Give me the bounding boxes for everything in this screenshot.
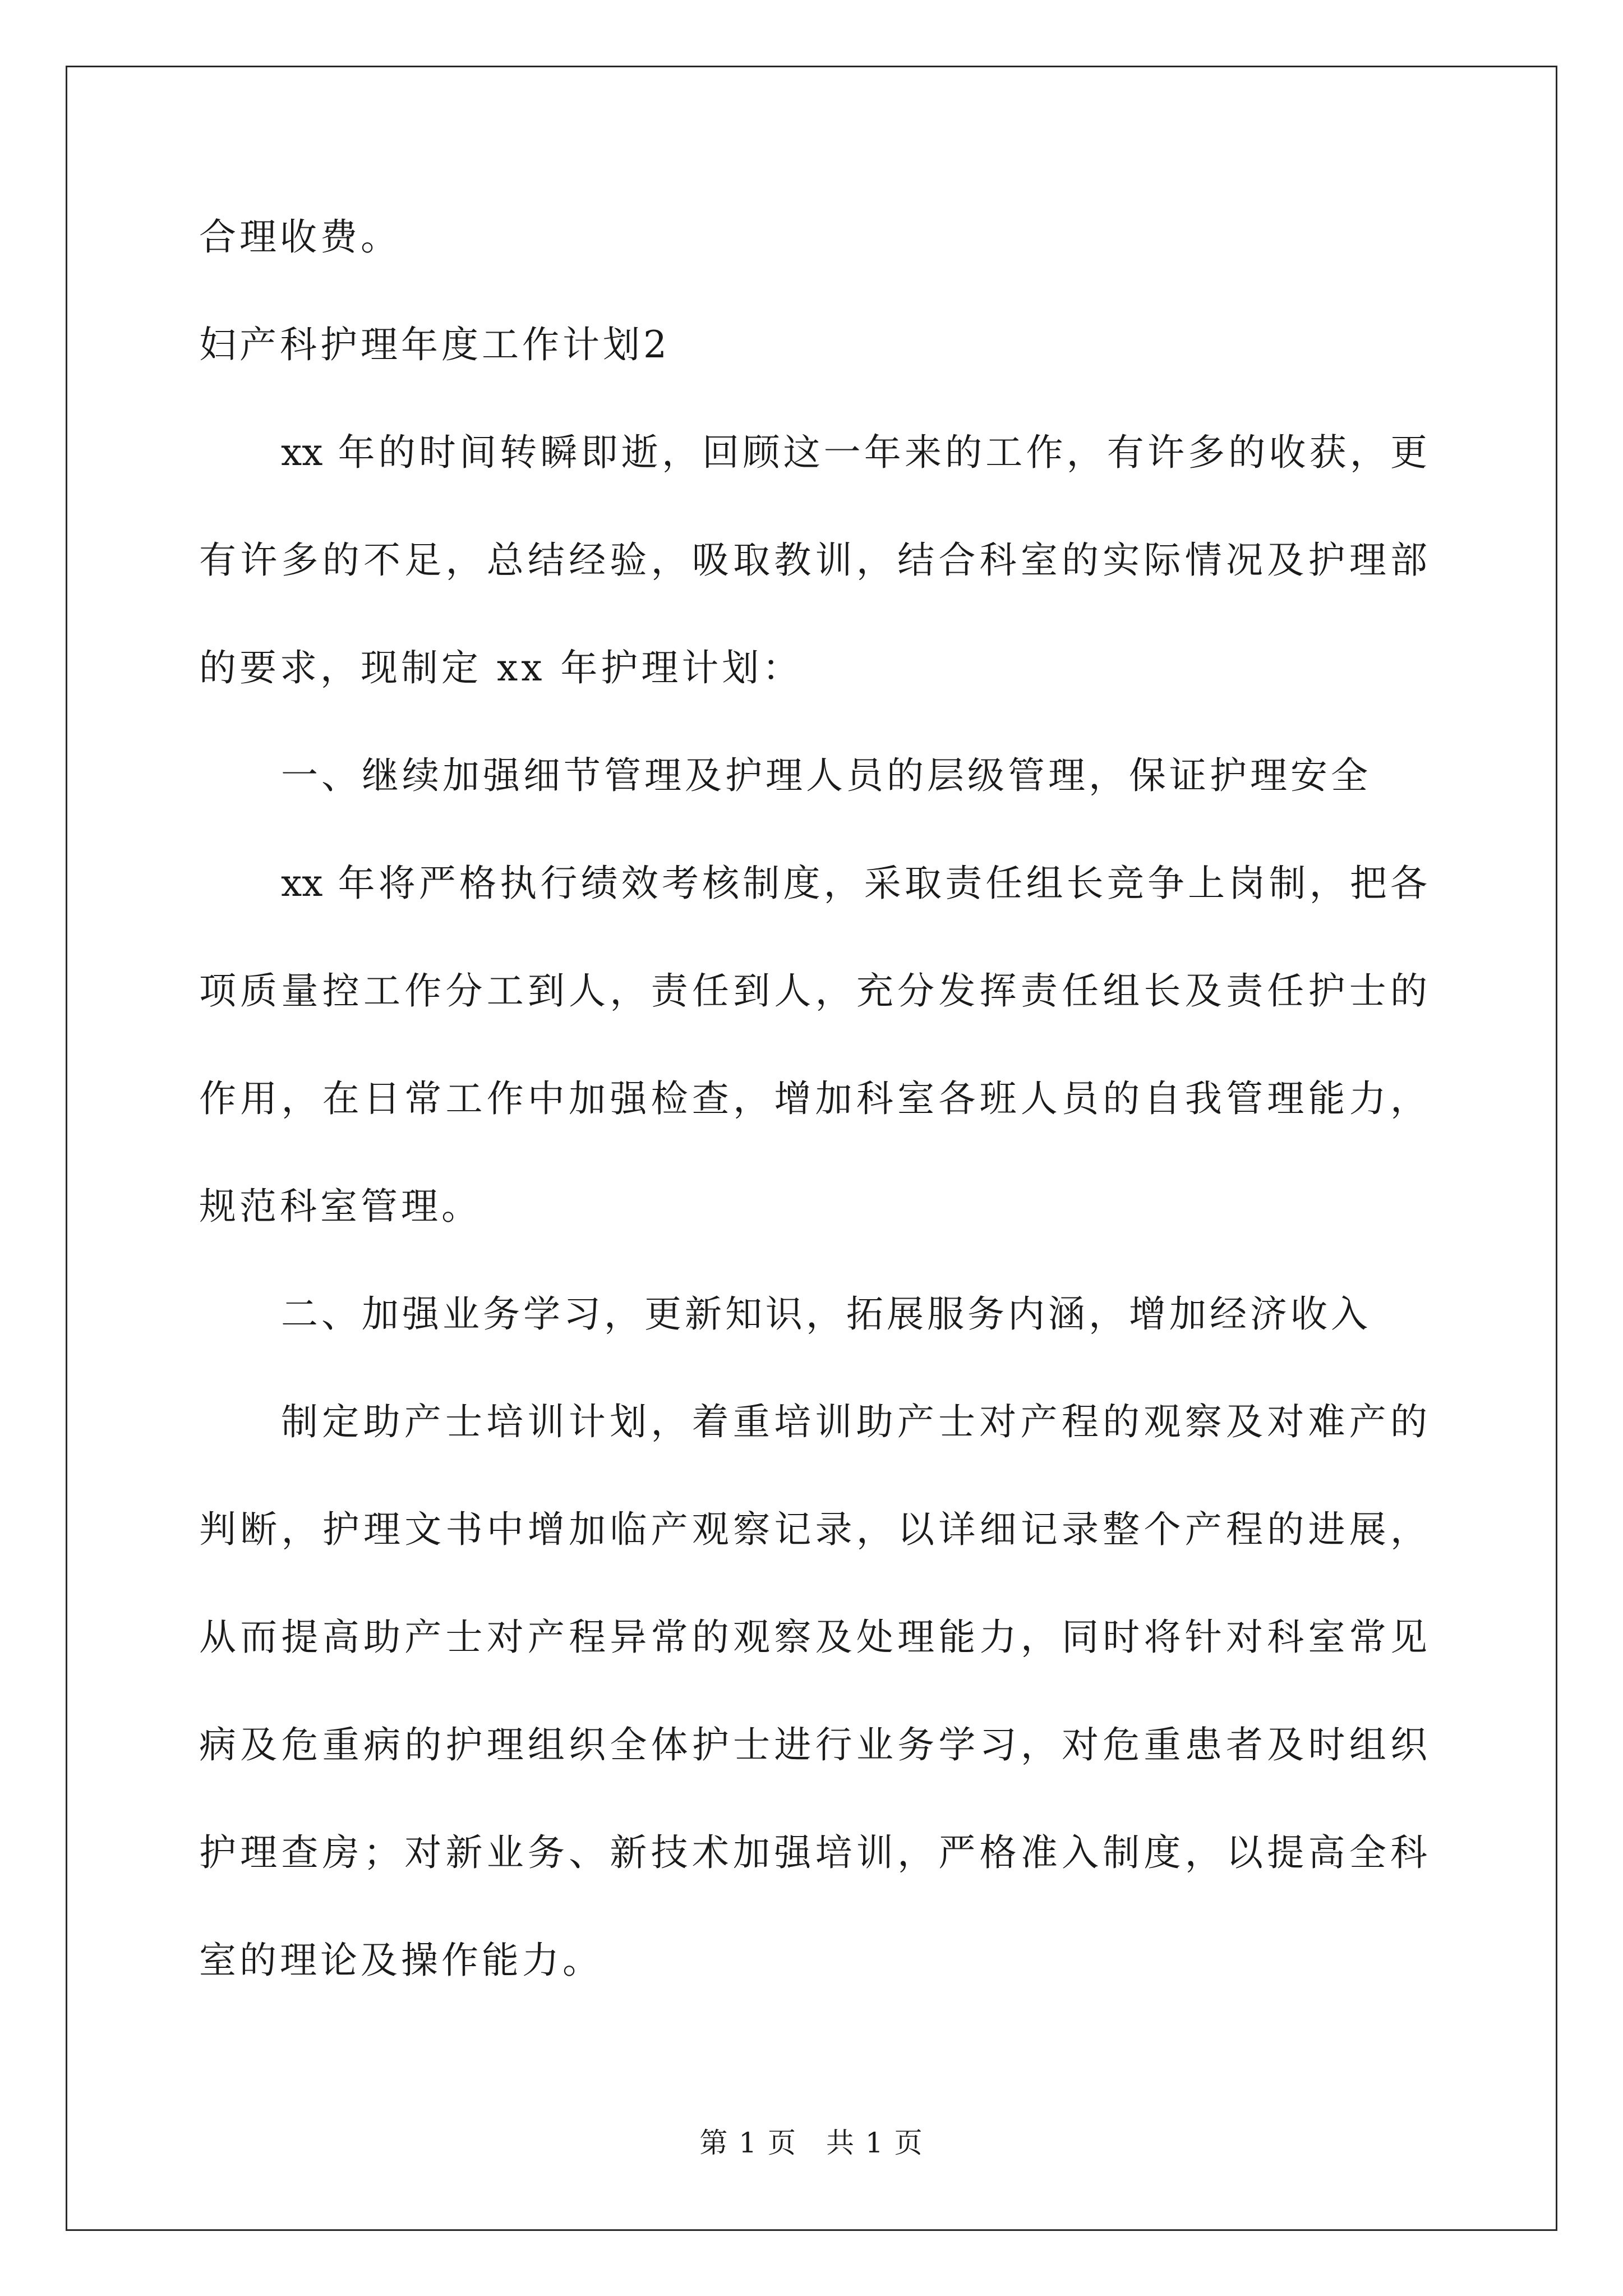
text-line: 判断，护理文书中增加临产观察记录，以详细记录整个产程的进展， [199, 1508, 1427, 1551]
page-footer: 第 1 页 共 1 页 [699, 2127, 924, 2159]
document-body [199, 215, 1427, 2050]
text-line: 室的理论及操作能力。 [199, 1939, 603, 1982]
text-line: 有许多的不足，总结经验，吸取教训，结合科室的实际情况及护理部 [199, 539, 1427, 582]
text-line: 作用，在日常工作中加强检查，增加科室各班人员的自我管理能力， [199, 1077, 1427, 1120]
text-line: 妇产科护理年度工作计划2 [199, 323, 670, 366]
text-line: 规范科室管理。 [199, 1185, 482, 1228]
text-line: 合理收费。 [199, 215, 401, 259]
text-line: 一、继续加强细节管理及护理人员的层级管理，保证护理安全 [281, 754, 1371, 797]
text-line: 护理查房；对新业务、新技术加强培训，严格准入制度，以提高全科 [199, 1831, 1427, 1874]
text-line: 从而提高助产士对产程异常的观察及处理能力，同时将针对科室常见 [199, 1616, 1427, 1659]
text-line: 项质量控工作分工到人，责任到人，充分发挥责任组长及责任护士的 [199, 969, 1427, 1013]
text-line: xx 年将严格执行绩效考核制度，采取责任组长竞争上岗制，把各 [281, 862, 1427, 905]
text-line: 二、加强业务学习，更新知识，拓展服务内涵，增加经济收入 [281, 1292, 1371, 1336]
text-line: xx 年的时间转瞬即逝，回顾这一年来的工作，有许多的收获，更 [281, 431, 1427, 474]
text-line: 病及危重病的护理组织全体护士进行业务学习，对危重患者及时组织 [199, 1723, 1427, 1766]
text-line: 的要求，现制定 xx 年护理计划： [199, 646, 803, 689]
text-line: 制定助产士培训计划，着重培训助产士对产程的观察及对难产的 [281, 1400, 1427, 1443]
